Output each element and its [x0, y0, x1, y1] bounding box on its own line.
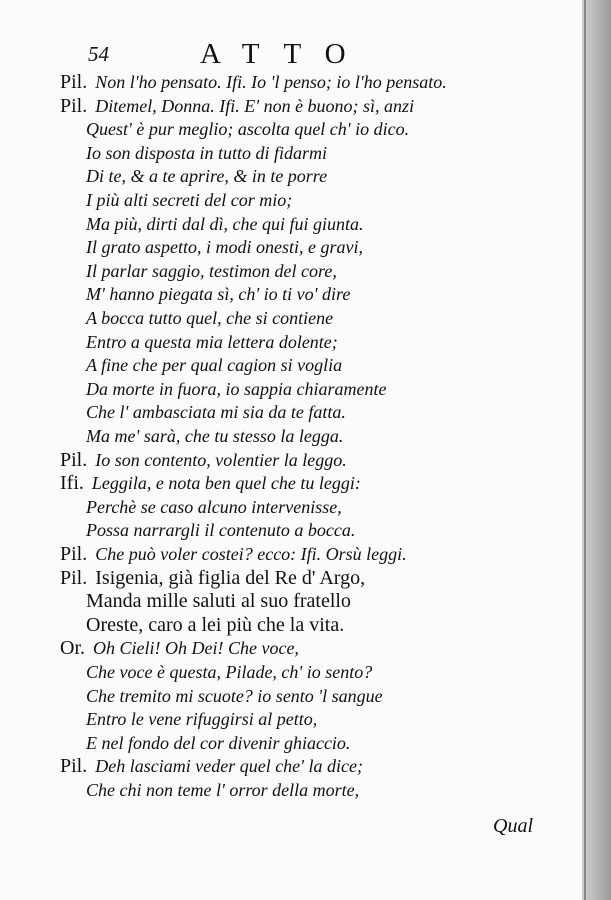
verse-line [86, 189, 292, 211]
verse-line [60, 637, 299, 659]
verse-text-line: Quest' è pur meglio; ascolta quel ch' io dico. [86, 119, 410, 140]
verse-text-line: Ma me' sarà, che tu stesso la legga. [86, 426, 344, 446]
running-title: ATTO [200, 38, 370, 70]
verse-text-line: Ma più, dirti dal dì, che qui fui giunta. [86, 213, 364, 234]
verse-text-line: Che l' ambasciata mi sia da te fatta. [86, 402, 346, 423]
verse-text-line: Perchè se caso alcuno intervenisse, [86, 496, 342, 517]
verse-text-line: Che tremito mi scuote? io sento 'l sangue [86, 685, 383, 706]
verse-line [60, 95, 414, 117]
verse-line [86, 260, 337, 282]
speaker-label: Pil. [60, 448, 88, 471]
verse-line [86, 236, 363, 258]
verse-line [86, 732, 350, 754]
verse-text-line: Entro a questa mia lettera dolente; [86, 331, 338, 352]
verse-text-line: Io son disposta in tutto di fidarmi [86, 142, 328, 163]
verse-line [60, 449, 347, 471]
verse-line [86, 779, 359, 801]
verse-line [86, 425, 343, 447]
verse-text-line: Leggila, e nota ben quel che tu leggi: [91, 473, 361, 494]
verse-line [86, 590, 351, 612]
verse-line [86, 401, 346, 423]
page-number: 54 [88, 42, 109, 66]
speaker-label: Or. [60, 637, 85, 660]
verse-text-line: Che voce è questa, Pilade, ch' io sento? [86, 662, 373, 682]
speaker-label: Ifi. [60, 472, 84, 495]
catchword: Qual [493, 815, 533, 837]
verse-text-line: Oh Cieli! Oh Dei! Che voce, [93, 638, 299, 659]
verse-line [86, 354, 342, 376]
verse-line [86, 708, 317, 730]
verse-line [86, 118, 409, 140]
speaker-label: Pil. [60, 755, 88, 778]
speaker-label: Pil. [60, 543, 88, 565]
verse-text-line: Di te, & a te aprire, & in te porre [86, 166, 328, 187]
verse-text-line: Isigenia, già figlia del Re d' Argo, [95, 566, 366, 589]
verse-text-line: Possa narrargli il contenuto a bocca. [86, 520, 356, 541]
verse-line [60, 472, 361, 494]
speaker-label: Pil. [60, 71, 88, 93]
verse-text-line: Entro le vene rifuggirsi al petto, [86, 709, 318, 730]
verse-line [86, 519, 355, 541]
verse-text-line: M' hanno piegata sì, ch' io ti vo' dire [86, 284, 351, 305]
verse-line [86, 307, 333, 329]
verse-text-line: Da morte in fuora, io sappia chiaramente [86, 378, 387, 399]
verse-line [86, 331, 338, 353]
verse-text-line: Che chi non teme l' orror della morte, [86, 780, 360, 800]
verse-line [86, 614, 344, 636]
verse-text-line: Il parlar saggio, testimon del core, [86, 260, 337, 281]
verse-line [86, 378, 386, 400]
verse-line [86, 165, 327, 187]
verse-line [86, 142, 327, 164]
verse-text-line: Ditemel, Donna. Ifi. E' non è buono; sì, anzi [95, 95, 415, 116]
verse-text-line: A fine che per qual cagion si voglia [86, 355, 343, 376]
verse-text-line: E nel fondo del cor divenir ghiaccio. [86, 732, 351, 753]
verse-text-line: I più alti secreti del cor mio; [86, 190, 293, 210]
speaker-label: Pil. [60, 566, 88, 589]
verse-text-line: A bocca tutto quel, che si contiene [86, 308, 334, 328]
verse-line [60, 755, 363, 777]
verse-line [86, 213, 364, 235]
verse-text-line: Non l'ho pensato. Ifi. Io 'l penso; io l'ho pensato. [95, 72, 447, 92]
verse-line [60, 543, 407, 565]
speaker-label: Pil. [60, 94, 88, 117]
verse-line [86, 283, 350, 305]
verse-text-line: Il grato aspetto, i modi onesti, e gravi, [86, 237, 363, 258]
verse-line [60, 71, 447, 93]
verse-line [86, 661, 372, 683]
verse-text-line: Manda mille saluti al suo fratello [86, 590, 351, 613]
verse-line [86, 685, 383, 707]
verse-text-line: Deh lasciami veder quel che' la dice; [95, 756, 363, 777]
verse-line [86, 496, 342, 518]
verse-text-line: Che può voler costei? ecco: Ifi. Orsù leggi. [95, 544, 407, 564]
page-edge [582, 0, 611, 900]
verse-line [60, 567, 365, 589]
verse-text-line: Oreste, caro a lei più che la vita. [86, 613, 345, 636]
verse-text-line: Io son contento, volentier la leggo. [95, 449, 347, 470]
